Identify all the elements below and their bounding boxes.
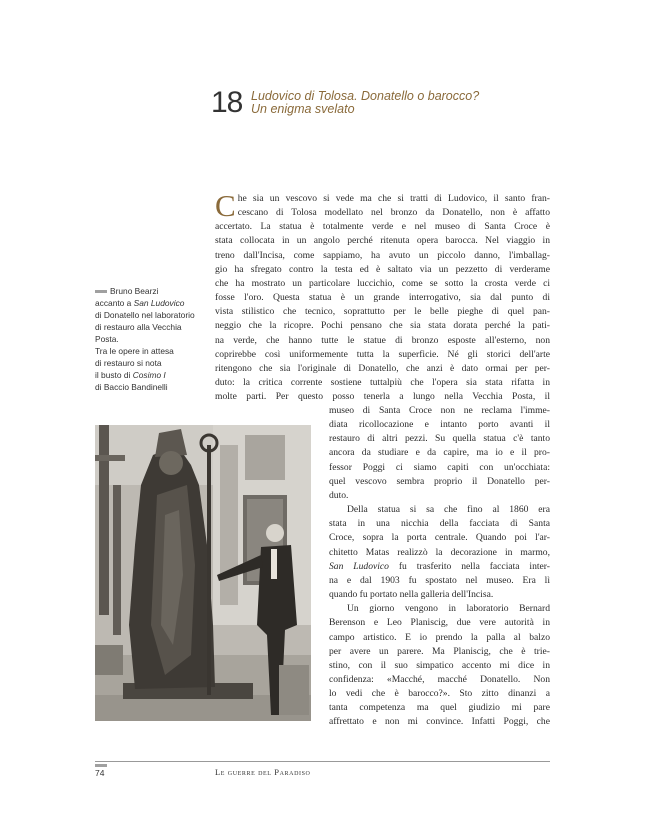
chapter-title-line-1: Ludovico di Tolosa. Donatello o barocco? (251, 89, 480, 103)
running-footer-title: Le guerre del Paradiso (215, 767, 311, 777)
drop-cap: C (215, 188, 236, 223)
text-line: fessor Poggi ci siamo capiti con un'occhiata: (329, 461, 550, 473)
caption-line: il busto di Cosimo I (95, 370, 166, 380)
text-line: per avere un parere. Ma Planiscig, che è trie- (329, 645, 550, 657)
text-line: quel vescovo sembra proprio il Donatello per- (329, 475, 550, 487)
text-line: diata ricollocazione e intanto porto avanti il (329, 419, 550, 431)
text-line: Berenson e Leo Planiscig, due vere autorità in (329, 617, 550, 629)
page-number (95, 764, 107, 778)
text-line: stata in una nicchia della facciata di Santa (329, 518, 550, 530)
chapter-number: 18 (211, 86, 243, 119)
text-line: affrettato e non mi convince. Infatti Poggi, che (329, 716, 550, 728)
text-line: na verde, che hanno tutte le statue di bronzo esposte all'esterno, non (215, 334, 550, 346)
text-line: cescano di Tolosa modellato nel bronzo da Donatello, non è affatto (237, 207, 550, 219)
caption-line: di Donatello nel laboratorio (95, 310, 195, 320)
text-line: restauro di altri pezzi. Su quella statua c'è tanto (329, 433, 550, 445)
text-line: lo vedi che è barocco?». Sto zitto dinanzi a (329, 688, 550, 700)
text-line: stino, con il suo simpatico accento mi dice in (329, 659, 550, 671)
text-line: stata collocata in un angolo perché ritenuta opera barocca. Nel viaggio in (215, 235, 550, 247)
text-line: Un giorno vengono in laboratorio Bernard (347, 603, 550, 615)
caption-line: Posta. (95, 334, 119, 344)
caption-line: di Baccio Bandinelli (95, 382, 168, 392)
page-number-text: 74 (95, 768, 105, 778)
archival-photo (95, 425, 311, 721)
chapter-title-line-2: Un enigma svelato (251, 102, 355, 116)
caption-line: di restauro alla Vecchia (95, 322, 182, 332)
text-line: ancora da studiare e da capire, ma io e il pro- (329, 447, 550, 459)
caption-line: Bruno Bearzi (95, 285, 203, 297)
text-line: ritengono che sia l'originale di Donatello, che anzi è dato ormai per per- (215, 362, 550, 374)
italic-san-ludovico: San Ludovico (329, 560, 389, 572)
caption-italic-cosimo: Cosimo I (132, 370, 166, 380)
text-line: duto: la critica corrente sostiene tuttalpiù che l'opera sia stata rifatta in (215, 377, 550, 389)
body-text-bottom (329, 404, 550, 730)
text-line: che ha mostrato un particolare luccichio, come se sotto la crosta verde ci (215, 277, 550, 289)
text-line: chitetto Matas realizzò la decorazione in marmo, (329, 546, 550, 558)
text-line: San Ludovico fu trasferito nella facciata inter- (329, 560, 550, 572)
caption-marker (95, 290, 107, 293)
text-line: vista stilistico che tecnico, soprattutto per le belle pieghe di quel pan- (215, 306, 550, 318)
text-line: duto. (329, 489, 349, 501)
text-line: Croce, sopra la porta centrale. Quando poi l'ar- (329, 532, 550, 544)
caption-line: di restauro si nota (95, 358, 162, 368)
page-number-marker (95, 764, 107, 767)
text-line: tanta competenza ma quel giudizio mi pare (329, 702, 550, 714)
text-line: accertato. La statua è totalmente verde e nel museo di Santa Croce è (215, 221, 550, 233)
text-line: campo artistico. E io prendo la palla al balzo (329, 631, 550, 643)
text-line: neggio che la ricopre. Pochi pensano che sia stata dorata perché la pati- (215, 320, 550, 332)
text-line: molte parti. Per questo posso tenerla a lungo nella Vecchia Posta, il (215, 391, 550, 403)
photo-caption (95, 285, 203, 393)
photo-bruno-bearzi-with-statue (95, 425, 311, 721)
text-line: confidenza: «Macché, macché Donatello. Non (329, 673, 550, 685)
text-line: Della statua si sa che fino al 1860 era (347, 504, 550, 516)
text-line: fosse l'oro. Questa statua è un grande interrogativo, sia dal punto di (215, 292, 550, 304)
caption-italic-san-ludovico: San Ludovico (133, 298, 185, 308)
text-line: coprirebbe così uniformemente tutta la superficie. Né gli storici dell'arte (215, 348, 550, 360)
body-text-top (215, 188, 550, 404)
caption-line: accanto a San Ludovico (95, 298, 185, 308)
text-line: treno dall'Incisa, come sappiamo, ha avuto un piccolo danno, l'imballag- (215, 249, 550, 261)
text-line: gio ha sfregato contro la testa ed è saltato via un pezzetto di verderame (215, 263, 550, 275)
footer-rule (95, 761, 550, 762)
text-line: he sia un vescovo si vede ma che si tratti di Ludovico, il santo fran- (237, 193, 550, 204)
caption-line: Tra le opere in attesa (95, 346, 174, 356)
text-line: quando fu portato nella galleria dell'Incisa. (329, 589, 494, 601)
text-line: na e dal 1903 fu spostato nel museo. Era lì (329, 574, 550, 586)
text-line: museo di Santa Croce non ne reclama l'imme- (329, 405, 550, 416)
chapter-title (251, 90, 551, 116)
